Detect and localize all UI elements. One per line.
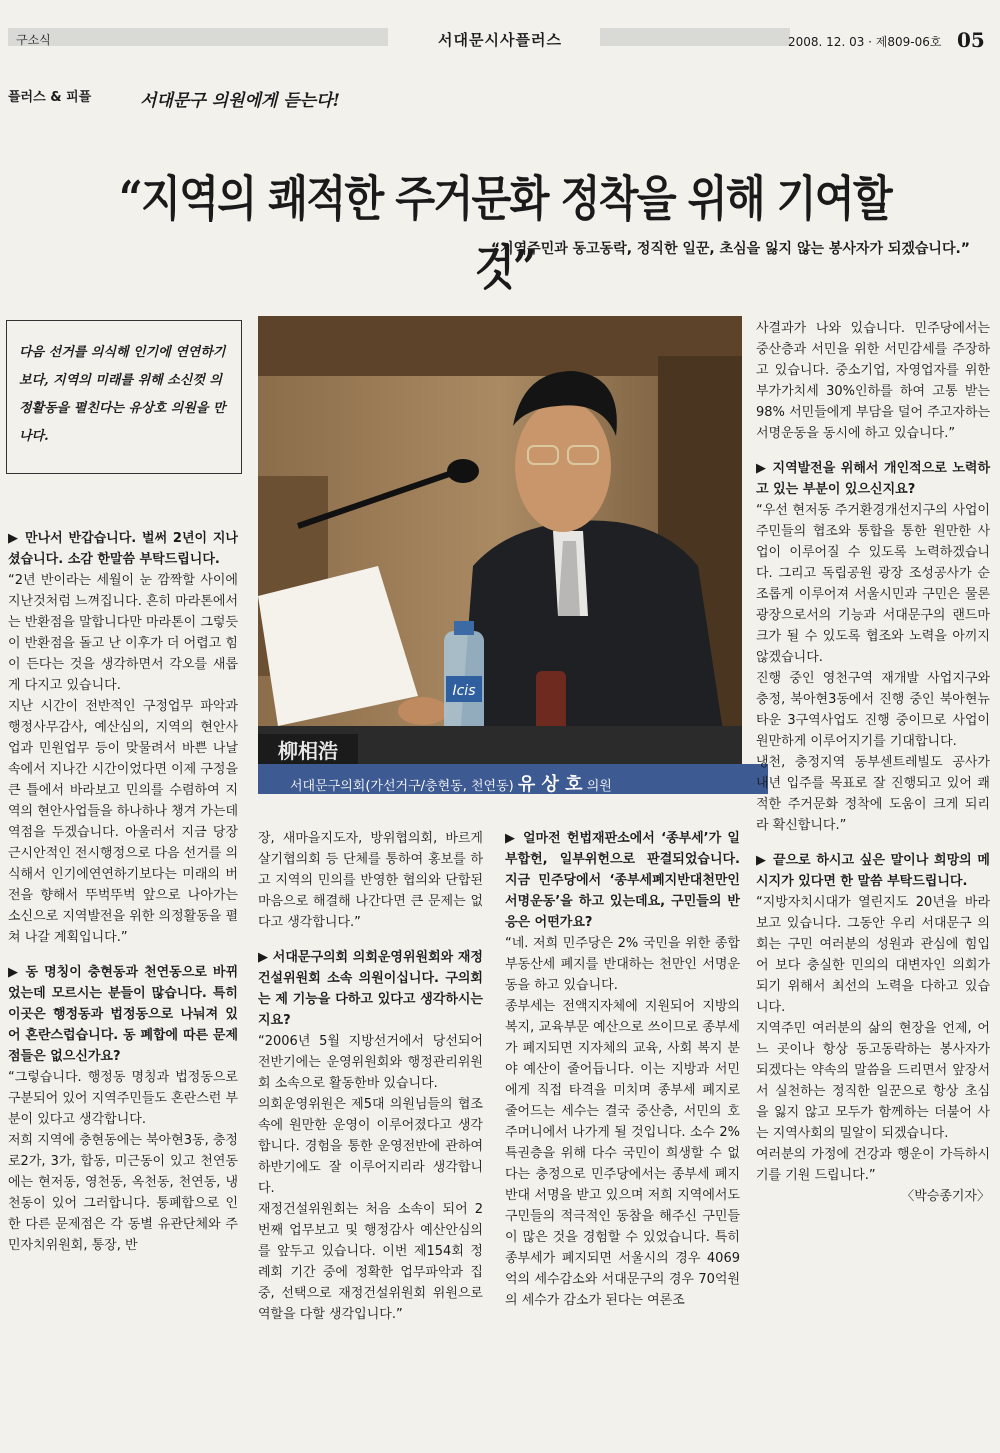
series-title: 서대문구 의원에게 듣는다! bbox=[140, 91, 340, 111]
caption-desc: 서대문구의회(가선거구/충현동, 천연동) bbox=[290, 779, 514, 794]
article-column-1 bbox=[8, 522, 238, 1256]
answer-3b: 의회운영위원은 제5대 의원님들의 협조 속에 원만한 운영이 이루어졌다고 생각합니다. 경험을 통한 운영전반에 관하여 하반기에도 잘 이루어지리라 생각합니다. bbox=[258, 1097, 483, 1196]
answer-2c: 장, 새마을지도자, 방위협의회, 바르게살기협의회 등 단체를 통하여 홍보를 하고 지역의 민의를 반영한 협의와 단합된 마음으로 해결해 나간다면 큰 문제는 없다고 생각합니다.” bbox=[258, 831, 483, 930]
intro-text: 다음 선거를 의식해 인기에 연연하기보다, 지역의 미래를 위해 소신껏 의정활동을 펼친다는 유상호 의원을 만나다. bbox=[19, 345, 226, 444]
question-6: ▶ 끝으로 하시고 싶은 말이나 희망의 메시지가 있다면 한 말씀 부탁드립니다. bbox=[756, 853, 990, 889]
answer-3: “2006년 5월 지방선거에서 당선되어 전반기에는 운영위원회와 행정관리위원회 소속으로 활동한바 있습니다. bbox=[258, 1034, 483, 1091]
answer-6c: 여러분의 가정에 건강과 행운이 가득하시기를 기원 드립니다.” bbox=[756, 1147, 990, 1183]
answer-5: “우선 현저동 주거환경개선지구의 사업이 주민들의 협조와 통합을 통한 원만한 사업이 이루어질 수 있도록 노력하겠습니다. 그리고 독립공원 광장 조성공사가 순조롭게 이루어져 서울시민과 구민은 물론 광장으로서의 기능과 서대문구의 랜드마크가 될 수 있도록 협조와 노력을 아끼지 않겠습니다. bbox=[756, 503, 990, 665]
interview-photo bbox=[258, 316, 742, 764]
deck: “지역주민과 동고동락, 정직한 일꾼, 초심을 잃지 않는 봉사자가 되겠습니다.” bbox=[490, 241, 970, 257]
answer-1b: 지난 시간이 전반적인 구정업무 파악과 행정사무감사, 예산심의, 지역의 현안사업과 민원업무 등이 맞물려서 바쁜 나날 속에서 지나간 시간이었다면 이제 구정을 큰 틀에서 바라보고 민의를 수렴하여 지역의 현안사업들을 하나하나 챙겨 가는데 역점을 두겠습니다. 아울러서 지금 당장 근시안적인 전시행정으로 다음 선거를 의식해서 인기에연연하기보다는 미래의 버전을 향해서 뚜벅뚜벅 앞으로 나아가는 소신으로 지역발전을 위한 의정활동을 펼쳐 나갈 계획입니다.” bbox=[8, 699, 239, 945]
photo-caption bbox=[290, 770, 612, 796]
issue-info: 2008. 12. 03 · 제809-06호 bbox=[788, 35, 942, 49]
photo-illustration bbox=[258, 316, 742, 764]
answer-1: “2년 반이라는 세월이 눈 깜짝할 사이에 지난것처럼 느껴집니다. 흔히 마라톤에서는 반환점을 말합니다만 마라톤이 그렇듯이 반환점을 돌고 난 이후가 더 어렵고 힘이 든다는 것을 생각하면서 각오를 새롭게 다지고 있습니다. bbox=[8, 573, 239, 693]
category-label: 플러스 & 피플 bbox=[8, 90, 92, 105]
article-column-3 bbox=[505, 828, 740, 1311]
header-band-left bbox=[8, 28, 388, 46]
paper-title: 서대문시사플러스 bbox=[438, 31, 562, 49]
answer-2: “그렇습니다. 행정동 명칭과 법정동으로 구분되어 있어 지역주민들도 혼란스런 부분이 있다고 생각합니다. bbox=[8, 1070, 239, 1127]
caption-suffix: 의원 bbox=[586, 779, 612, 794]
answer-2b: 저희 지역에 충현동에는 북아현3동, 충정로2가, 3가, 합동, 미근동이 있고 천연동에는 현저동, 영천동, 옥천동, 천연동, 냉천동이 있어 그러합니다. 통폐합으로 인한 다른 문제점은 각 동별 유관단체와 주민자치위원회, 통장, 반 bbox=[8, 1133, 238, 1253]
headline: “지역의 쾌적한 주거문화 정착을 위해 기여할 것” bbox=[118, 171, 892, 296]
bottle-label: Icis bbox=[452, 683, 476, 699]
answer-6b: 지역주민 여러분의 삶의 현장을 언제, 어느 곳이나 항상 동고동락하는 봉사자가 되겠다는 약속의 말씀을 드리면서 앞장서서 실천하는 정직한 일꾼으로 항상 초심을 잃지 않고 모두가 함께하는 더불어 사는 지역사회의 밀알이 되겠습니다. bbox=[756, 1021, 990, 1141]
answer-4b: 종부세는 전액지자체에 지원되어 지방의 복지, 교육부문 예산으로 쓰이므로 종부세가 폐지되면 지자체의 교육, 사회 복지 분야 예산이 줄어듭니다. 이는 지방과 서민에게 직접 타격을 미치며 종부세 폐지로 줄어드는 세수는 결국 중산층, 서민의 호주머니에서 나가게 될 것입니다. 소수 2% 특권층을 위해 다수 국민이 희생할 수 없다는 충정으로 민주당에서는 종부세 폐지 반대 서명을 받고 있으며 저희 지역에서도 구민들의 적극적인 동참을 해주신 구민들이 많은 것을 경험할 수 있었습니다. 특히 종부세가 폐지되면 서울시의 경우 4069억의 세수감소와 서대문구의 경우 70억원의 세수가 감소가 된다는 여론조 bbox=[505, 999, 740, 1308]
caption-name: 유 상 호 bbox=[517, 774, 583, 795]
header-band-right bbox=[600, 28, 790, 46]
section-label: 구소식 bbox=[16, 33, 51, 47]
nameplate: 柳相浩 bbox=[278, 739, 338, 763]
question-3: ▶ 서대문구의회 의회운영위원회와 재정건설위원회 소속 의원이십니다. 구의회는 제 기능을 다하고 있다고 생각하시는지요? bbox=[258, 950, 483, 1028]
intro-box bbox=[6, 320, 242, 474]
question-5: ▶ 지역발전을 위해서 개인적으로 노력하고 있는 부분이 있으신지요? bbox=[756, 461, 990, 497]
question-2: ▶ 동 명칭이 충현동과 천연동으로 바뀌었는데 모르시는 분들이 많습니다. 특히 이곳은 행정동과 법정동으로 나눠져 있어 혼란스럽습니다. 동 폐합에 따른 문제점들은 없으신가요? bbox=[8, 965, 238, 1064]
question-4: ▶ 얼마전 헌법재판소에서 ‘종부세’가 일부합헌, 일부위헌으로 판결되었습니다. 지금 민주당에서 ‘종부세폐지반대천만인서명운동’을 하고 있는데요, 구민들의 반응은 어떤가요? bbox=[505, 831, 740, 930]
article-column-4 bbox=[756, 318, 990, 1207]
byline: 〈박승종기자〉 bbox=[901, 1189, 990, 1204]
answer-3c: 재정건설위원회는 처음 소속이 되어 2번째 업무보고 및 행정감사 예산안심의를 앞두고 있습니다. 이번 제154회 정례회 기간 중에 정확한 업무파악과 집중, 선택으로 재정건설위원회 위원으로 역할을 다할 생각입니다.” bbox=[258, 1202, 483, 1322]
answer-4c: 사결과가 나와 있습니다. 민주당에서는 중산층과 서민을 위한 서민감세를 주장하고 있습니다. 중소기업, 자영업자를 위한 부가가치세 30%인하를 하여 고통 받는 98% 서민들에게 부담을 덜어 주고자하는 서명운동을 동시에 하고 있습니다.” bbox=[756, 321, 990, 441]
answer-4: “네. 저희 민주당은 2% 국민을 위한 종합부동산세 폐지를 반대하는 천만인 서명운동을 하고 있습니다. bbox=[505, 936, 740, 993]
page-number: 05 bbox=[957, 28, 985, 52]
article-column-2 bbox=[258, 828, 483, 1325]
question-1: ▶ 만나서 반갑습니다. 벌써 2년이 지나셨습니다. 소감 한말씀 부탁드립니다. bbox=[8, 531, 238, 567]
answer-6: “지방자치시대가 열린지도 20년을 바라보고 있습니다. 그동안 우리 서대문구 의회는 구민 여러분의 성원과 관심에 힘입어 보다 충실한 민의의 대변자인 의회가 되기 위해서 최선의 노력을 다하고 있습니다. bbox=[756, 895, 990, 1015]
answer-5c: 냉천, 충정지역 동부센트레빌도 공사가 내년 입주를 목표로 잘 진행되고 있어 쾌적한 주거문화 정착에 도움이 크게 되리라 확신합니다.” bbox=[756, 755, 990, 833]
answer-5b: 진행 중인 영천구역 재개발 사업지구와 충정, 북아현3동에서 진행 중인 북아현뉴타운 3구역사업도 진행 중이므로 사업이 원만하게 이루어지기를 기대합니다. bbox=[756, 671, 990, 749]
